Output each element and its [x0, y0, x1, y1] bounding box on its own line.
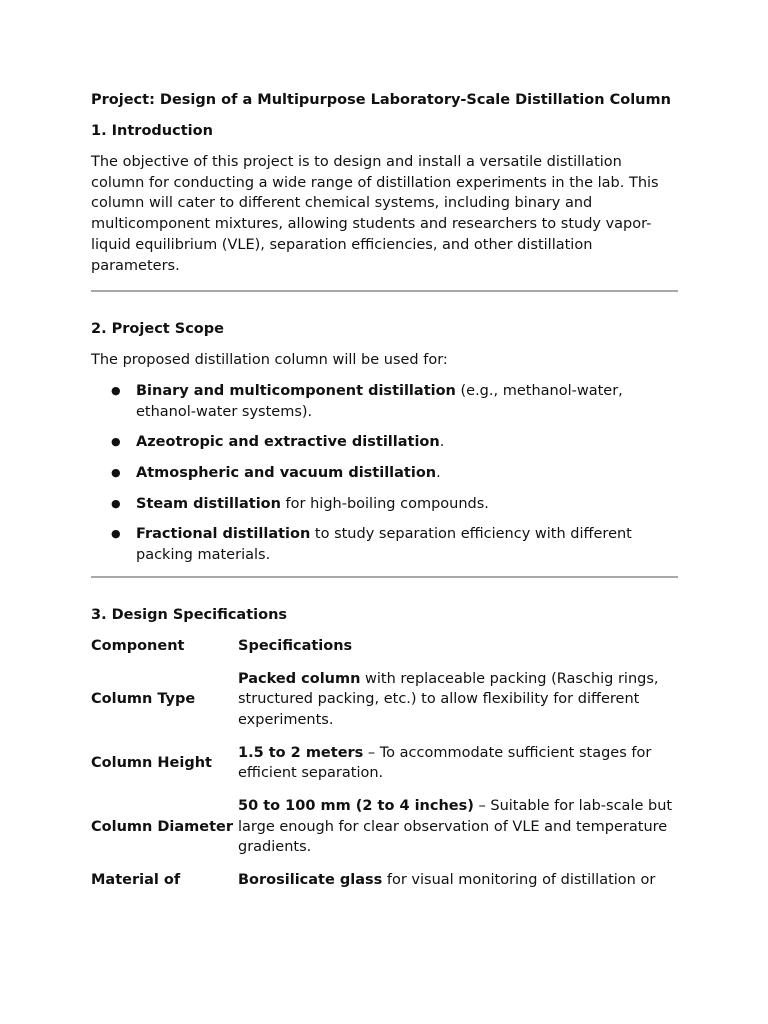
bullet-icon: ● — [111, 435, 121, 449]
list-item-bold: Azeotropic and extractive distillation — [136, 434, 440, 451]
specification-bold: Borosilicate glass — [238, 872, 383, 889]
list-item — [91, 524, 679, 565]
list-item-bold: Binary and multicomponent distillation — [136, 382, 456, 399]
specification-bold: 50 to 100 mm (2 to 4 inches) — [238, 798, 474, 815]
component-cell: Column Type — [91, 691, 196, 708]
document-content — [91, 90, 679, 903]
specification-cell — [238, 870, 679, 903]
list-item — [91, 432, 679, 453]
specification-cell — [238, 796, 679, 870]
component-cell: Column Height — [91, 755, 212, 771]
list-item-text: . — [436, 465, 441, 482]
list-item-bold: Atmospheric and vacuum distillation — [136, 465, 437, 482]
specification-cell — [238, 743, 679, 796]
column-header-specifications: Specifications — [238, 637, 353, 654]
scope-list — [91, 381, 679, 566]
list-item-bold: Steam distillation — [136, 495, 281, 512]
specification-text: for visual monitoring of distillation or — [382, 872, 656, 889]
list-item-text: to study separation efficiency with different packing materials. — [136, 526, 632, 564]
section-heading-design-specifications: 3. Design Specifications — [91, 606, 288, 623]
list-item — [91, 494, 679, 515]
section-heading-introduction: 1. Introduction — [91, 123, 213, 139]
specification-bold: 1.5 to 2 meters — [238, 744, 364, 761]
table-row — [91, 669, 679, 743]
bullet-icon: ● — [111, 466, 121, 480]
introduction-paragraph: The objective of this project is to design and install a versatile distillation column for conducting a wide range of distillation experiments in the lab. This column will cater to different chemical systems, including binary and multicomponent mixtures, allowing students and researchers to study vapor-liquid equilibrium (VLE), separation efficiencies, and other distillation parameters. — [91, 154, 659, 274]
project-scope-lead: The proposed distillation column will be used for: — [91, 352, 448, 369]
column-header-component: Component — [91, 637, 185, 654]
list-item — [91, 381, 679, 422]
list-item-text: . — [439, 434, 445, 451]
bullet-icon: ● — [111, 383, 121, 397]
list-item-text: for high-boiling compounds. — [280, 495, 489, 512]
specifications-table — [91, 636, 679, 903]
specification-text: with replaceable packing (Raschig rings, structured packing, etc.) to allow flexibility for different experiments. — [238, 670, 659, 728]
list-item — [91, 463, 679, 484]
specification-text: – Suitable for lab-scale but large enough for clear observation of VLE and temperature gradients. — [238, 798, 673, 856]
table-row — [91, 870, 679, 903]
list-item-text: (e.g., methanol-water, ethanol-water systems). — [136, 382, 623, 420]
section-heading-project-scope: 2. Project Scope — [91, 321, 224, 338]
component-cell: Material of — [91, 872, 181, 889]
document-title: Project: Design of a Multipurpose Laboratory-Scale Distillation Column — [91, 92, 671, 108]
specification-bold: Packed column — [238, 670, 361, 687]
list-item-bold: Fractional distillation — [136, 526, 311, 543]
table-row — [91, 743, 679, 796]
bullet-icon: ● — [111, 496, 121, 510]
component-cell: Column Diameter — [91, 818, 234, 835]
section-divider — [91, 576, 678, 578]
bullet-icon: ● — [111, 527, 121, 541]
table-header-row — [91, 636, 679, 669]
table-row — [91, 796, 679, 870]
section-divider — [91, 290, 678, 292]
specification-cell — [238, 669, 679, 743]
specification-text: – To accommodate sufficient stages for efficient separation. — [238, 744, 652, 782]
